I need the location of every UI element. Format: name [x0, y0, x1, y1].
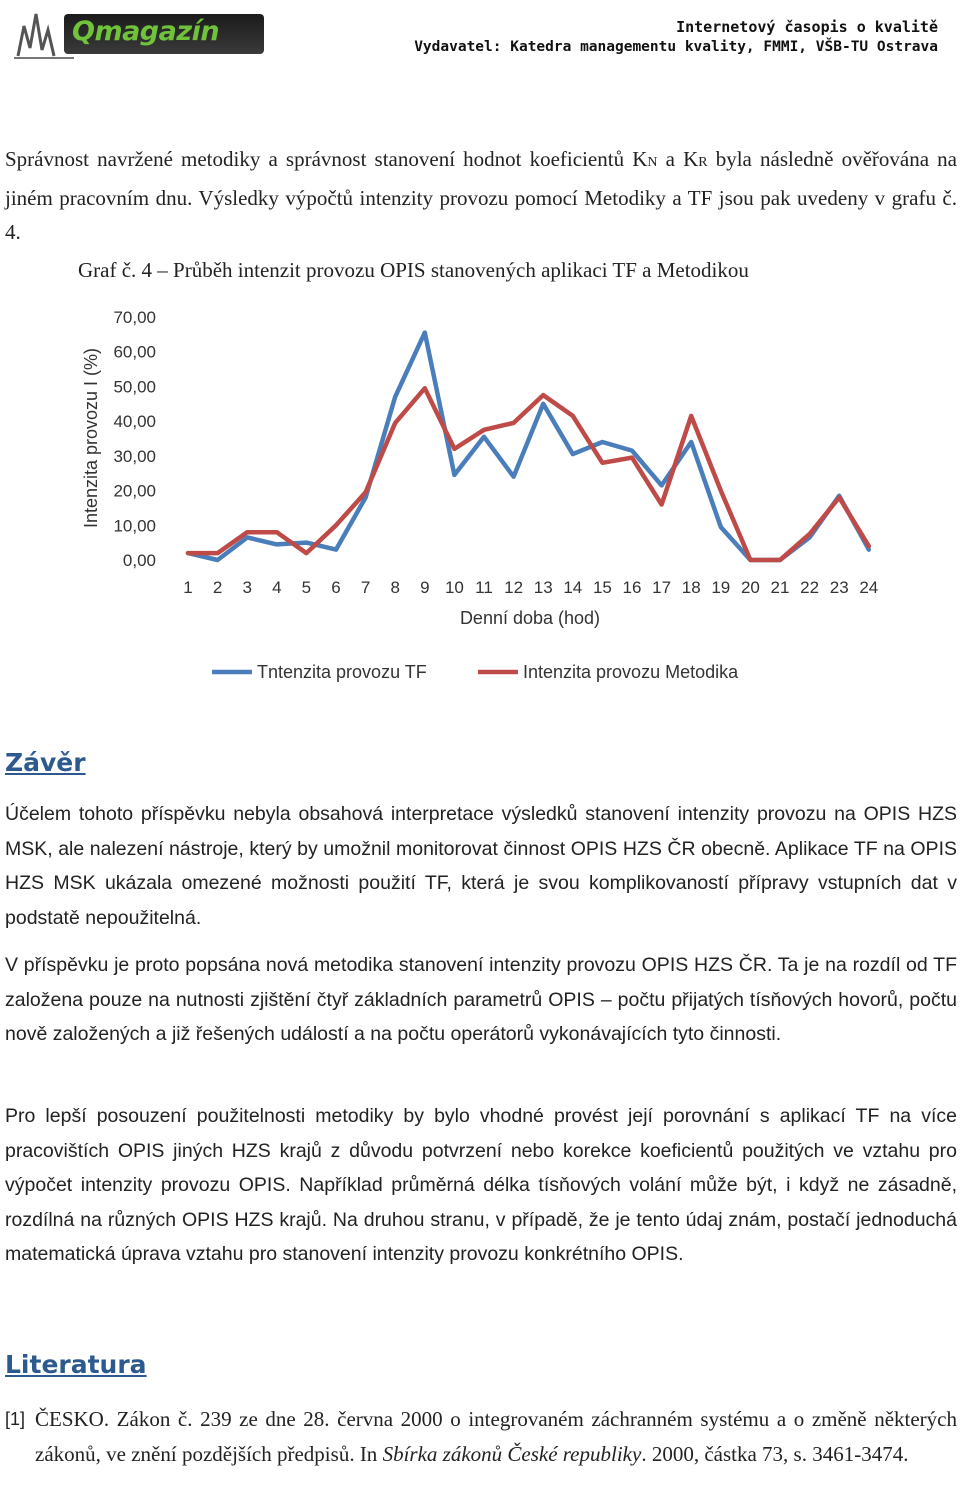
reference-text: [35, 1402, 957, 1471]
x-tick-label: 7: [360, 578, 371, 597]
reference-number: [1]: [5, 1409, 26, 1429]
header-info: [414, 18, 938, 55]
chart-caption: Graf č. 4 – Průběh intenzit provozu OPIS stanovených aplikaci TF a Metodikou: [78, 258, 749, 282]
y-axis-label: Intenzita provozu I (%): [81, 347, 101, 529]
y-tick-label: 10,00: [113, 516, 156, 536]
y-tick-label: 20,00: [113, 481, 156, 501]
x-tick-label: 20: [740, 578, 760, 597]
logo-text: Qmagazín: [72, 16, 220, 47]
x-tick-label: 23: [829, 578, 849, 597]
x-tick-label: 10: [444, 578, 464, 597]
page-header: [0, 0, 960, 70]
intro-text-a: Správnost navržené metodiky a správnost stanovení hodnot koeficientů K: [5, 147, 648, 171]
x-tick-label: 15: [592, 578, 612, 597]
x-tick-label: 12: [504, 578, 524, 597]
x-axis-label: Denní doba (hod): [459, 608, 601, 628]
line-chart: [0, 290, 960, 700]
reference-text-b: . 2000, částka 73, s. 3461-3474.: [641, 1441, 909, 1466]
x-tick-label: 21: [770, 578, 790, 597]
legend-label: Tntenzita provozu TF: [257, 662, 427, 682]
journal-title: Internetový časopis o kvalitě: [676, 18, 938, 36]
x-tick-label: 16: [622, 578, 642, 597]
reference-italic: Sbírka zákonů České republiky: [382, 1441, 642, 1466]
reference-item: [5, 1402, 957, 1471]
legend-label: Intenzita provozu Metodika: [523, 662, 739, 682]
subscript-r: R: [698, 155, 708, 170]
y-tick-label: 40,00: [113, 412, 156, 432]
x-tick-label: 3: [242, 578, 252, 597]
x-tick-label: 5: [301, 578, 312, 597]
x-tick-label: 2: [212, 578, 223, 597]
x-tick-label: 9: [420, 578, 430, 597]
subscript-n: N: [647, 155, 658, 170]
x-tick-label: 24: [859, 578, 879, 597]
publisher: Vydavatel: Katedra managementu kvality, FMMI, VŠB-TU Ostrava: [414, 39, 938, 55]
y-tick-label: 60,00: [113, 342, 156, 362]
x-tick-label: 4: [272, 578, 282, 597]
intro-text-b: a K: [657, 147, 699, 171]
conclusion-paragraph-2: V příspěvku je proto popsána nová metodika stanovení intenzity provozu OPIS HZS ČR. Ta je na rozdíl od TF založena pouze na nutnosti zjištění čtyř základních parametrů OPIS – počtu přijatých tísňových hovorů, počtu nově založených a již řešených událostí a na počtu operátorů vykonávajících tyto činnosti.: [5, 954, 957, 1045]
intro-paragraph: [5, 142, 957, 250]
series-line-tf: [188, 333, 869, 560]
x-tick-label: 8: [390, 578, 400, 597]
qmagazin-logo: [14, 6, 264, 62]
series-line-metodika: [188, 388, 869, 560]
literature-heading: Literatura: [5, 1350, 147, 1379]
y-tick-label: 0,00: [122, 551, 156, 570]
conclusion-paragraph-3: Pro lepší posouzení použitelnosti metodiky by bylo vhodné provést její porovnání s aplikací TF na více pracovištích OPIS jiných HZS krajů z důvodu potvrzení nebo korekce koeficientů použitých ve vztahu pro výpočet intenzity provozu OPIS. Například průměrná délka tísňových volání může být, i když ne zásadně, rozdílná na různých OPIS HZS krajů. Na druhou stranu, v případě, že je tento údaj znám, postačí jednoduchá matematická úprava vztahu pro stanovení intenzity provozu konkrétního OPIS.: [5, 1105, 957, 1265]
x-tick-label: 17: [652, 578, 672, 597]
x-tick-label: 6: [331, 578, 341, 597]
conclusion-heading: Závěr: [5, 748, 86, 777]
x-tick-label: 18: [681, 578, 701, 597]
y-tick-label: 50,00: [113, 377, 156, 397]
x-tick-label: 22: [800, 578, 820, 597]
x-tick-label: 1: [183, 578, 193, 597]
y-tick-label: 70,00: [113, 308, 156, 327]
intro-text-c: byla následně ověřována na jiném pracovním dnu. Výsledky výpočtů intenzity provozu pomocí Metodiky a TF jsou pak uvedeny v grafu č. 4.: [5, 147, 957, 244]
reference-text-a: ČESKO. Zákon č. 239 ze dne 28. června 2000 o integrovaném záchranném systému a o změně některých zákonů, ve znění pozdějších předpisů. In: [35, 1407, 957, 1466]
conclusion-paragraph-1: Účelem tohoto příspěvku nebyla obsahová interpretace výsledků stanovení intenzity provozu na OPIS HZS MSK, ale nalezení nástroje, který by umožnil monitorovat činnost OPIS HZS ČR obecně. Aplikace TF na OPIS HZS MSK ukázala omezené možnosti použití TF, která je svou komplikovaností přípravy vstupních dat v podstatě nepoužitelná.: [5, 803, 957, 929]
x-tick-label: 19: [711, 578, 731, 597]
y-tick-label: 30,00: [113, 446, 156, 466]
x-tick-label: 11: [475, 578, 493, 597]
x-tick-label: 14: [563, 578, 583, 597]
x-tick-label: 13: [533, 578, 553, 597]
